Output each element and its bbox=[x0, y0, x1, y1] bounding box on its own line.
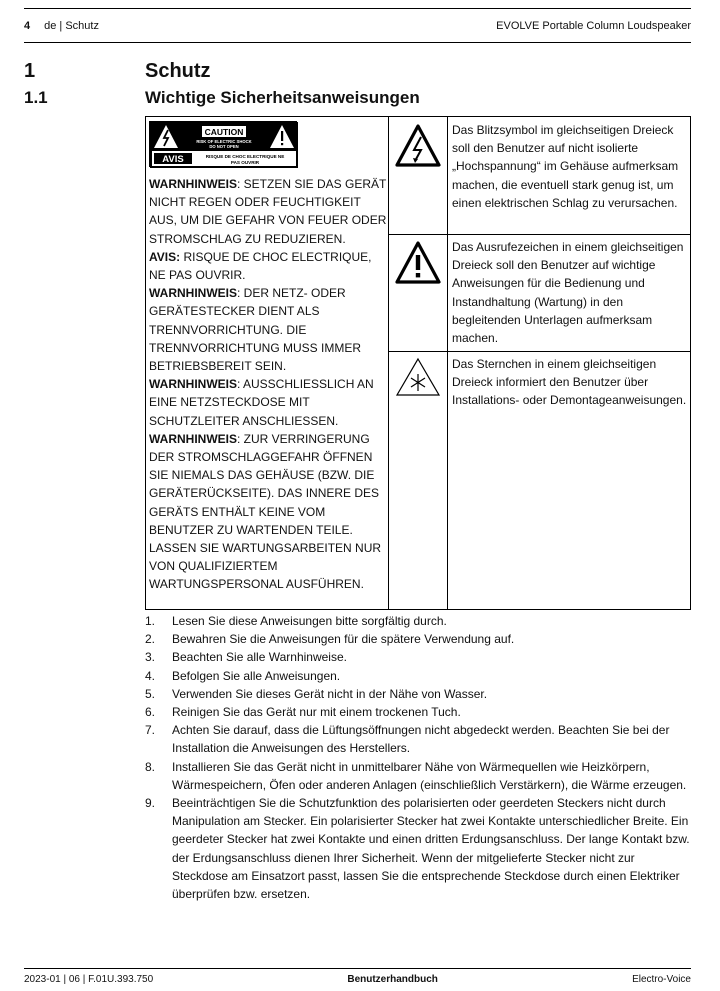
caution-risk-line2: DO NOT OPEN bbox=[209, 144, 239, 149]
section-number: 1.1 bbox=[24, 88, 48, 107]
list-item: 1. Lesen Sie diese Anweisungen bitte sorgfältig durch. bbox=[145, 614, 447, 628]
list-item: 4. Befolgen Sie alle Anweisungen. bbox=[145, 668, 341, 683]
safety-table bbox=[145, 116, 691, 610]
page-header bbox=[24, 8, 691, 43]
list-item: 6. Reinigen Sie das Gerät nur mit einem trockenen Tuch. bbox=[145, 705, 461, 720]
avis-label: AVIS bbox=[162, 154, 184, 165]
list-item: 8. Installieren Sie das Gerät nicht in unmittelbarer Nähe von Wärmequellen wie Heizkörpern, Wärmespeichern, Öfen oder anderen Anlagen (einschließlich Verstärkern), die Wärme erzeugen. bbox=[145, 759, 687, 792]
warning-text-block bbox=[149, 175, 387, 594]
caution-risk-line1: RISK OF ELECTRIC SHOCK bbox=[196, 139, 252, 144]
page-footer bbox=[24, 968, 691, 985]
exclamation-triangle-icon bbox=[394, 240, 442, 286]
warning-paragraph: WARNHINWEIS: DER NETZ- ODER GERÄTESTECKER DIENT ALS TRENNVORRICHTUNG. DIE TRENNVORRICHTUNG MUSS IMMER BETRIEBSBEREIT SEIN. bbox=[149, 286, 361, 374]
caution-label bbox=[149, 121, 297, 167]
warning-paragraph: WARNHINWEIS: AUSSCHLIESSLICH AN EINE NETZSTECKDOSE MIT SCHUTZLEITER ANSCHLIESSEN. bbox=[149, 377, 374, 428]
chapter-title: Schutz bbox=[145, 60, 211, 82]
warning-paragraph: AVIS: RISQUE DE CHOC ELECTRIQUE, NE PAS OUVRIR. bbox=[149, 249, 372, 283]
warning-column bbox=[149, 121, 387, 594]
caution-title: CAUTION bbox=[204, 127, 244, 137]
asterisk-triangle-icon bbox=[394, 357, 442, 399]
document-type: Benutzerhandbuch bbox=[347, 974, 438, 985]
lightning-description: Das Blitzsymbol im gleichseitigen Dreieck soll den Benutzer auf nicht isolierte „Hochspannung“ im Gehäuse aufmerksam machen, die eventuell stark genug ist, um einen elektrischen Schlag zu verursachen. bbox=[452, 123, 679, 210]
product-name: EVOLVE Portable Column Loudspeaker bbox=[496, 19, 691, 32]
section-heading bbox=[24, 88, 420, 108]
list-item: 3. Beachten Sie alle Warnhinweise. bbox=[145, 650, 347, 665]
asterisk-description: Das Sternchen in einem gleichseitigen Dreieck informiert den Benutzer über Installations- oder Demontageanweisungen. bbox=[452, 357, 687, 408]
risque-line2: PAS OUVRIR bbox=[230, 160, 260, 165]
warning-paragraph: WARNHINWEIS: SETZEN SIE DAS GERÄT NICHT REGEN ODER FEUCHTIGKEIT AUS, UM DIE GEFAHR VON FEUER ODER STROMSCHLAG ZU REDUZIEREN. bbox=[149, 177, 387, 246]
brand-name: Electro-Voice bbox=[632, 974, 691, 985]
risque-line1: RISQUE DE CHOC ELECTRIQUE NE bbox=[205, 154, 285, 159]
list-item: 5. Verwenden Sie dieses Gerät nicht in der Nähe von Wasser. bbox=[145, 686, 488, 701]
section-label: de | Schutz bbox=[44, 19, 99, 32]
list-item: 7. Achten Sie darauf, dass die Lüftungsöffnungen nicht abgedeckt werden. Beachten Sie bei der Installation die Anweisungen des Herstellers. bbox=[145, 723, 670, 756]
list-item: 2. Bewahren Sie die Anweisungen für die spätere Verwendung auf. bbox=[145, 632, 515, 647]
chapter-number: 1 bbox=[24, 60, 36, 82]
instruction-list bbox=[145, 612, 693, 903]
section-title: Wichtige Sicherheitsanweisungen bbox=[145, 88, 420, 107]
exclamation-description: Das Ausrufezeichen in einem gleichseitigen Dreieck soll den Benutzer auf wichtige Anweisungen für die Bedienung und Instandhaltung (Wartung) in den begleitenden Unterlagen aufmerksam machen. bbox=[452, 240, 684, 346]
document-id: 2023-01 | 06 | F.01U.393.750 bbox=[24, 974, 154, 985]
warning-paragraph: WARNHINWEIS: ZUR VERRINGERUNG DER STROMSCHLAGGEFAHR ÖFFNEN SIE NIEMALS DAS GEHÄUSE (BZW. DIE GERÄTERÜCKSEITE). DAS INNERE DES GERÄTS ENTHÄLT KEINE VOM BENUTZER ZU WARTENDEN TEILE. LASSEN SIE WARTUNGSARBEITEN NUR VON QUALIFIZIERTEM WARTUNGSPERSONAL AUSFÜHREN. bbox=[149, 431, 382, 592]
lightning-triangle-icon bbox=[394, 123, 442, 169]
list-item: 9. Beeinträchtigen Sie die Schutzfunktion des polarisierten oder geerdeten Steckers nicht durch Manipulation am Stecker. Ein polarisierter Stecker hat zwei Kontakte unterschiedlicher Breite. Ein geerdeter Stecker hat zwei Kontakte und einen dritten Erdungsanschluss. Der lange Kontakt bzw. der Erdungsanschluss dienen Ihrer Sicherheit. Wenn der mitgelieferte Stecker nicht zur Steckdose am Einsatzort passt, lassen Sie die entsprechende Steckdose durch einen Elektriker überprüfen bzw. ersetzen. bbox=[145, 796, 690, 902]
page-number: 4 bbox=[24, 19, 31, 32]
chapter-heading bbox=[24, 60, 211, 83]
